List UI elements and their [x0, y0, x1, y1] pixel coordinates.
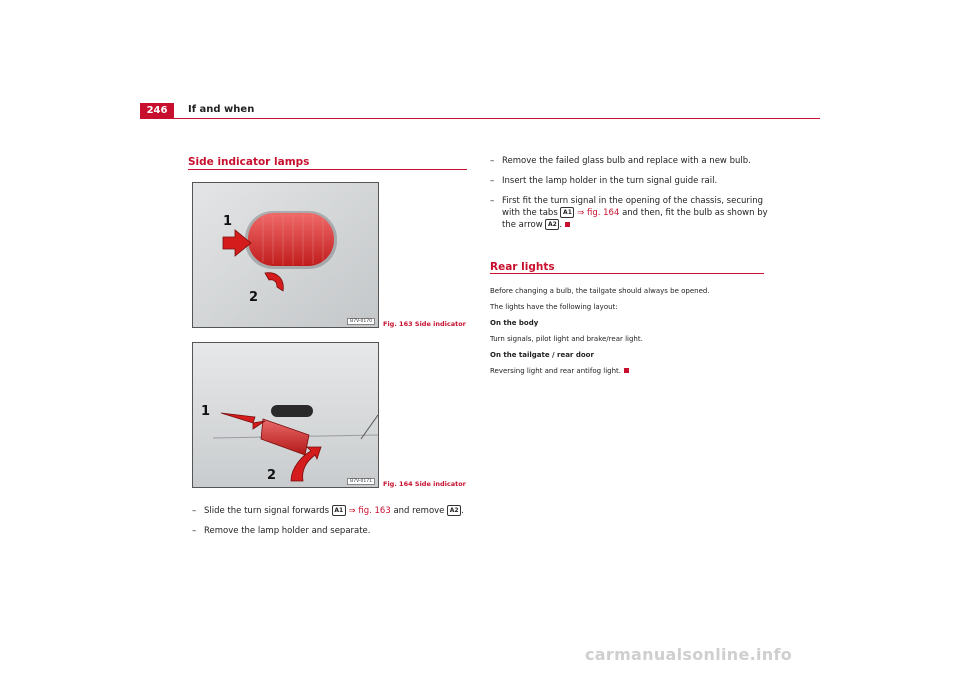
figure-163-code: B7V-0170 — [347, 318, 375, 325]
figure-164-label-1: 1 — [201, 404, 211, 419]
step-remove-lamp-holder: – Remove the lamp holder and separate. — [192, 526, 371, 536]
rear-lights-body: Before changing a bulb, the tailgate should always be opened. The lights have the following layout: On the body Turn signals, pilot light and brake/rear light. On the tailgate / rear door Reversing light and rear antifog light. — [490, 287, 710, 375]
step-slide-turn-signal: – Slide the turn signal forwards A1 ⇒ fig. 163 and remove A2 . — [192, 506, 464, 516]
figure-163-label-1: 1 — [223, 214, 233, 229]
figure-163-label-2: 2 — [249, 290, 259, 305]
section-title-side-indicator: Side indicator lamps — [188, 156, 310, 168]
page-number: 246 — [140, 103, 174, 119]
figure-164-illustration — [193, 343, 378, 487]
figure-163-illustration — [193, 183, 378, 327]
figure-164-caption: Fig. 164 Side indicator — [383, 480, 466, 488]
step-fit-turn-signal: – First fit the turn signal in the opening of the chassis, securing with the tabs A1 ⇒ fig. 164 and then, fit the bulb as shown by the arrow A2 . — [490, 196, 768, 230]
callout-badge-a2: A2 — [447, 505, 461, 516]
header-rule — [174, 118, 820, 119]
figure-164-link[interactable]: ⇒ fig. 164 — [577, 208, 620, 218]
figure-163 — [192, 182, 379, 328]
callout-badge-a1: A1 — [560, 207, 574, 218]
figure-163-link[interactable]: ⇒ fig. 163 — [348, 506, 391, 516]
figure-164 — [192, 342, 379, 488]
watermark: carmanualsonline.info — [585, 645, 793, 664]
figure-164-label-2: 2 — [267, 468, 277, 483]
section-rule — [188, 169, 467, 170]
figure-164-code: B7V-0171 — [347, 478, 375, 485]
callout-badge-a2: A2 — [545, 219, 559, 230]
step-insert-lamp-holder: – Insert the lamp holder in the turn signal guide rail. — [490, 176, 718, 186]
callout-badge-a1: A1 — [332, 505, 346, 516]
step-replace-bulb: – Remove the failed glass bulb and replace with a new bulb. — [490, 156, 751, 166]
chassis-opening — [271, 405, 313, 417]
section-title-rear-lights: Rear lights — [490, 261, 555, 273]
indicator-lamp-shape — [248, 213, 334, 266]
end-of-section-mark-icon — [624, 368, 629, 373]
figure-163-caption: Fig. 163 Side indicator — [383, 320, 466, 328]
header-title: If and when — [188, 104, 255, 115]
end-of-section-mark-icon — [565, 222, 570, 227]
section-rule — [490, 273, 764, 274]
